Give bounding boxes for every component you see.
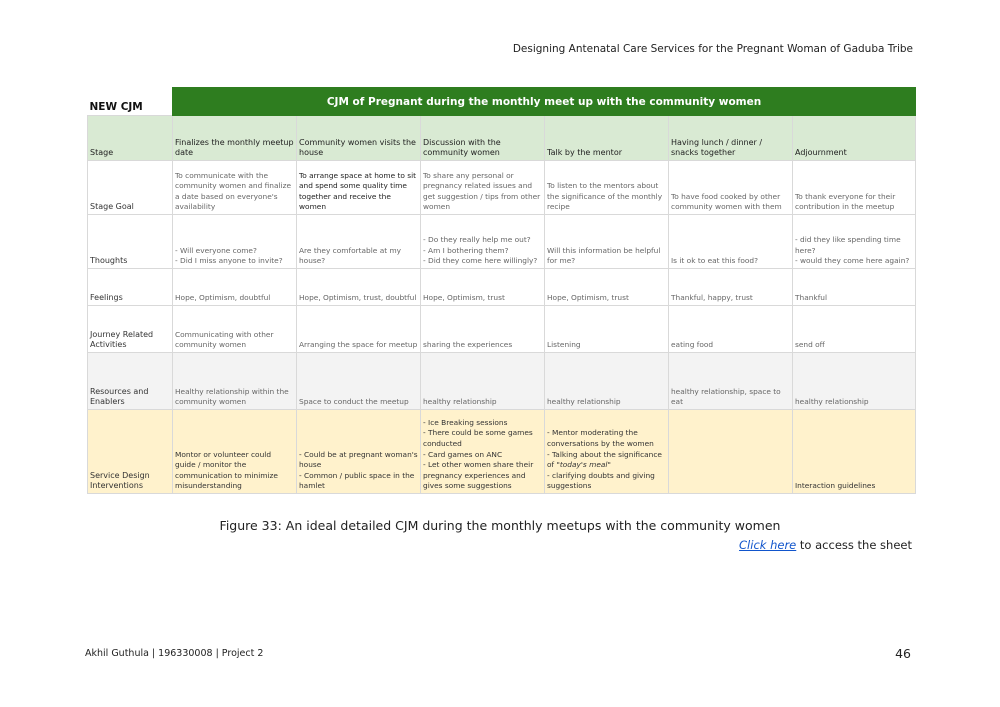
thought-line: - did they like spending time here? — [795, 235, 901, 255]
resources-cell: healthy relationship, space to eat — [669, 353, 793, 410]
thought-line: Will this information be helpful for me? — [547, 245, 661, 266]
intervention-cell — [421, 410, 545, 494]
stage-goal-cell: To communicate with the community women and finalize a date based on everyone's availability — [173, 161, 297, 215]
row-label-resources: Resources and Enablers — [88, 353, 173, 410]
thoughts-cell — [545, 215, 669, 269]
stage-cell: Having lunch / dinner / snacks together — [669, 116, 793, 161]
intervention-line: - Common / public space in the hamlet — [299, 470, 415, 491]
intervention-italic: "today's meal" — [556, 460, 611, 470]
activities-cell: eating food — [669, 306, 793, 353]
row-activities — [88, 306, 916, 353]
stage-goal-cell: To have food cooked by other community women with them — [669, 161, 793, 215]
resources-cell: healthy relationship — [421, 353, 545, 410]
resources-cell: Healthy relationship within the community women — [173, 353, 297, 410]
row-label-stage-goal: Stage Goal — [88, 161, 173, 215]
stage-goal-cell: To thank everyone for their contribution in the meetup — [793, 161, 916, 215]
intervention-line: - Mentor moderating the conversations by the women — [547, 428, 654, 449]
figure-caption: Figure 33: An ideal detailed CJM during the monthly meetups with the community women — [219, 518, 781, 533]
row-thoughts — [88, 215, 916, 269]
thoughts-cell — [173, 215, 297, 269]
activities-cell: send off — [793, 306, 916, 353]
stage-goal-cell: To arrange space at home to sit and spend some quality time together and receive the women — [297, 161, 421, 215]
intervention-line — [547, 450, 666, 471]
row-label-stage: Stage — [88, 116, 173, 161]
stage-cell: Adjournment — [793, 116, 916, 161]
row-stage — [88, 116, 916, 161]
intervention-line: - clarifying doubts and giving suggestions — [547, 470, 655, 491]
thought-line: - Did I miss anyone to invite? — [175, 256, 283, 266]
activities-cell: Listening — [545, 306, 669, 353]
thoughts-cell — [421, 215, 545, 269]
intervention-cell — [173, 410, 297, 494]
intervention-line: - There could be some games conducted — [423, 428, 533, 449]
feelings-cell: Hope, Optimism, trust — [421, 269, 545, 306]
thoughts-cell — [297, 215, 421, 269]
intervention-line: Montor or volunteer could guide / monitor the communication to minimize misunderstanding — [175, 449, 278, 491]
feelings-cell: Hope, Optimism, trust — [545, 269, 669, 306]
row-feelings — [88, 269, 916, 306]
activities-cell: Arranging the space for meetup — [297, 306, 421, 353]
stage-goal-cell: To share any personal or pregnancy related issues and get suggestion / tips from other women — [421, 161, 545, 215]
thought-line: - would they come here again? — [795, 256, 910, 266]
thought-line: - Do they really help me out? — [423, 235, 531, 245]
activities-cell: sharing the experiences — [421, 306, 545, 353]
resources-cell: healthy relationship — [793, 353, 916, 410]
row-label-feelings: Feelings — [88, 269, 173, 306]
sheet-link[interactable]: Click here — [739, 538, 797, 552]
intervention-line: Interaction guidelines — [795, 481, 876, 491]
row-interventions — [88, 410, 916, 494]
intervention-line: - Ice Breaking sessions — [423, 417, 508, 427]
intervention-line: - Could be at pregnant woman's house — [299, 449, 418, 470]
intervention-text: - Talking about the significance of — [547, 449, 662, 470]
activities-cell: Communicating with other community women — [173, 306, 297, 353]
thoughts-cell — [669, 215, 793, 269]
stage-cell: Community women visits the house — [297, 116, 421, 161]
thought-line: - Did they come here willingly? — [423, 256, 538, 266]
thoughts-cell — [793, 215, 916, 269]
feelings-cell: Thankful — [793, 269, 916, 306]
stage-cell: Discussion with the community women — [421, 116, 545, 161]
footer-author: Akhil Guthula | 196330008 | Project 2 — [85, 648, 264, 659]
feelings-cell: Thankful, happy, trust — [669, 269, 793, 306]
cjm-corner-label: NEW CJM — [88, 88, 173, 116]
intervention-cell — [297, 410, 421, 494]
thought-line: Are they comfortable at my house? — [299, 245, 402, 266]
resources-cell: Space to conduct the meetup — [297, 353, 421, 410]
sheet-access-note — [739, 538, 912, 552]
row-label-thoughts: Thoughts — [88, 215, 173, 269]
intervention-line: - Let other women share their pregnancy experiences and gives some suggestions — [423, 460, 534, 491]
cjm-banner: CJM of Pregnant during the monthly meet up with the community women — [173, 88, 916, 116]
feelings-cell: Hope, Optimism, doubtful — [173, 269, 297, 306]
row-label-activities: Journey Related Activities — [88, 306, 173, 353]
intervention-cell — [545, 410, 669, 494]
intervention-cell — [669, 410, 793, 494]
stage-cell: Talk by the mentor — [545, 116, 669, 161]
stage-goal-cell: To listen to the mentors about the significance of the monthly recipe — [545, 161, 669, 215]
sheet-access-text: to access the sheet — [796, 538, 912, 552]
row-resources — [88, 353, 916, 410]
thought-line: - Am I bothering them? — [423, 245, 509, 255]
stage-cell: Finalizes the monthly meetup date — [173, 116, 297, 161]
intervention-line: - Card games on ANC — [423, 449, 503, 459]
thought-line: - Will everyone come? — [175, 245, 257, 255]
feelings-cell: Hope, Optimism, trust, doubtful — [297, 269, 421, 306]
running-header: Designing Antenatal Care Services for the Pregnant Woman of Gaduba Tribe — [512, 43, 913, 55]
row-label-interventions: Service Design Interventions — [88, 410, 173, 494]
row-stage-goal — [88, 161, 916, 215]
page-number: 46 — [895, 646, 911, 661]
cjm-table — [87, 87, 916, 494]
intervention-cell — [793, 410, 916, 494]
thought-line: Is it ok to eat this food? — [671, 256, 759, 266]
resources-cell: healthy relationship — [545, 353, 669, 410]
